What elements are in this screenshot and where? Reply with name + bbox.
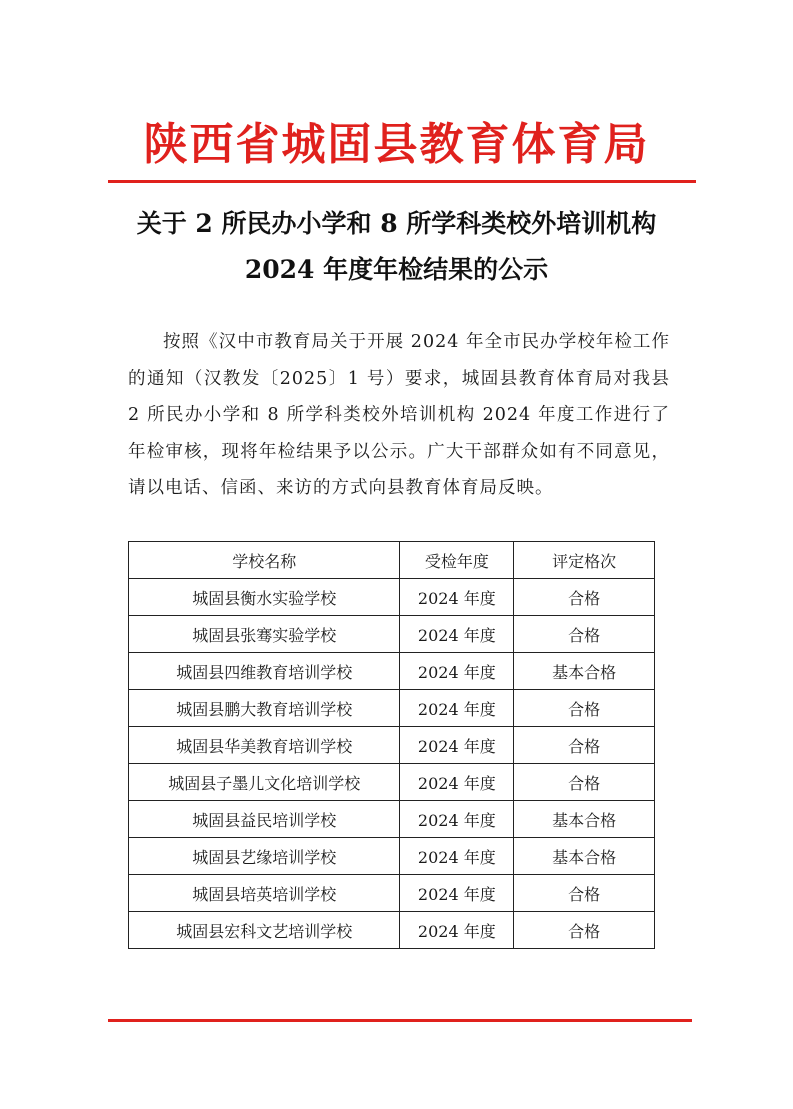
- inspection-year-cell: 2024 年度: [400, 838, 514, 875]
- school-name-cell: 城固县宏科文艺培训学校: [129, 912, 400, 949]
- table-row: [129, 764, 655, 801]
- inspection-year-cell: 2024 年度: [400, 801, 514, 838]
- school-name-cell: 城固县子墨儿文化培训学校: [129, 764, 400, 801]
- inspection-year-cell: 2024 年度: [400, 653, 514, 690]
- table-row: [129, 616, 655, 653]
- school-name-cell: 城固县益民培训学校: [129, 801, 400, 838]
- inspection-year-cell: 2024 年度: [400, 690, 514, 727]
- school-name-cell: 城固县鹏大教育培训学校: [129, 690, 400, 727]
- inspection-year-cell: 2024 年度: [400, 764, 514, 801]
- school-name-cell: 城固县培英培训学校: [129, 875, 400, 912]
- rating-cell: 合格: [514, 690, 655, 727]
- table-row: [129, 875, 655, 912]
- table-row: [129, 801, 655, 838]
- inspection-year-cell: 2024 年度: [400, 579, 514, 616]
- school-name-cell: 城固县四维教育培训学校: [129, 653, 400, 690]
- header-divider: [108, 180, 696, 183]
- rating-cell: 合格: [514, 912, 655, 949]
- school-name-cell: 城固县艺缘培训学校: [129, 838, 400, 875]
- column-header-school-name: 学校名称: [129, 542, 400, 579]
- column-header-inspection-year: 受检年度: [400, 542, 514, 579]
- rating-cell: 合格: [514, 579, 655, 616]
- school-name-cell: 城固县华美教育培训学校: [129, 727, 400, 764]
- results-table: [128, 541, 655, 949]
- table-row: [129, 727, 655, 764]
- table-row: [129, 579, 655, 616]
- table-row: [129, 838, 655, 875]
- table-row: [129, 912, 655, 949]
- school-name-cell: 城固县张骞实验学校: [129, 616, 400, 653]
- inspection-year-cell: 2024 年度: [400, 875, 514, 912]
- table-header-row: [129, 542, 655, 579]
- agency-header: 陕西省城固县教育体育局: [143, 119, 650, 170]
- table-row: [129, 690, 655, 727]
- inspection-year-cell: 2024 年度: [400, 727, 514, 764]
- rating-cell: 基本合格: [514, 653, 655, 690]
- inspection-year-cell: 2024 年度: [400, 912, 514, 949]
- table-row: [129, 653, 655, 690]
- rating-cell: 合格: [514, 764, 655, 801]
- rating-cell: 基本合格: [514, 838, 655, 875]
- rating-cell: 合格: [514, 616, 655, 653]
- notice-paragraph: 按照《汉中市教育局关于开展 2024 年全市民办学校年检工作的通知（汉教发〔2025〕1 号）要求，城固县教育体育局对我县 2 所民办小学和 8 所学科类校外培训机构 2024 年度工作进行了年检审核，现将年检结果予以公示。广大干部群众如有不同意见，请以电话、信函、来访的方式向县教育体育局反映。: [128, 332, 670, 498]
- notice-title-line-1: 关于 2 所民办小学和 8 所学科类校外培训机构: [136, 209, 657, 238]
- inspection-year-cell: 2024 年度: [400, 616, 514, 653]
- rating-cell: 合格: [514, 727, 655, 764]
- school-name-cell: 城固县衡水实验学校: [129, 579, 400, 616]
- notice-title-line-2: 2024 年度年检结果的公示: [244, 255, 549, 284]
- rating-cell: 合格: [514, 875, 655, 912]
- rating-cell: 基本合格: [514, 801, 655, 838]
- footer-divider: [108, 1019, 692, 1022]
- column-header-rating: 评定格次: [514, 542, 655, 579]
